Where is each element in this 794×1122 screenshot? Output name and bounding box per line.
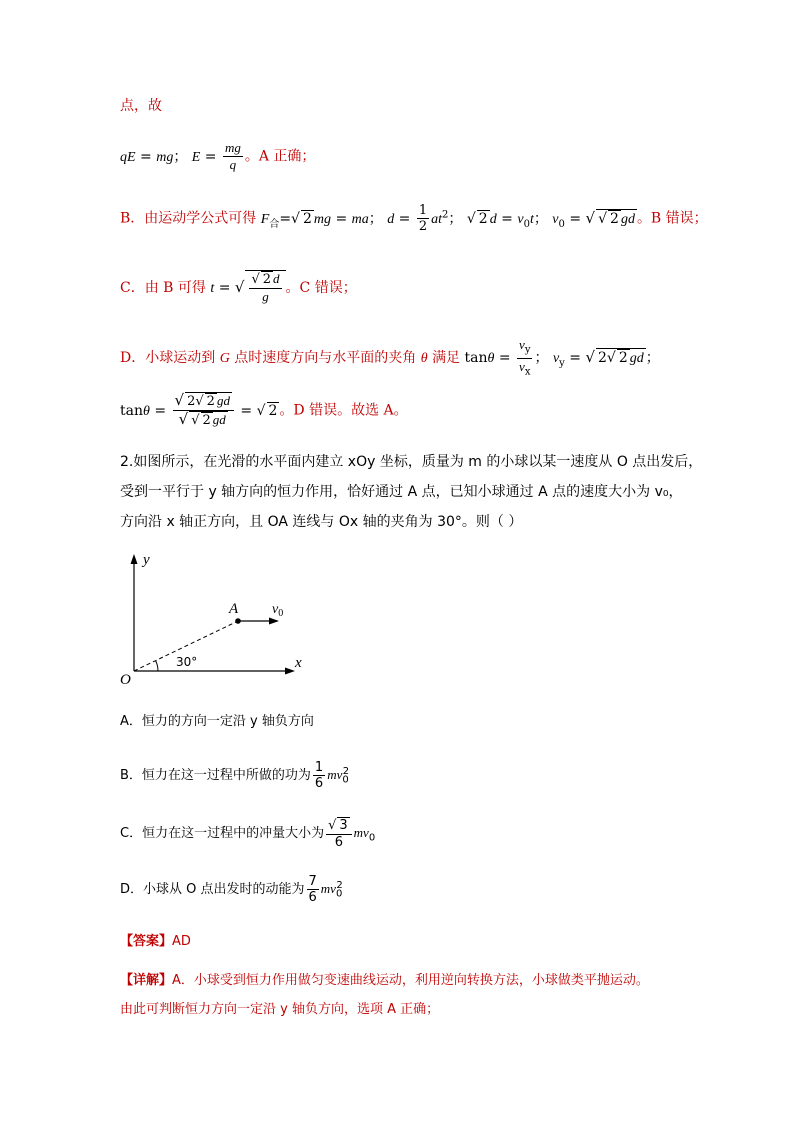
- question-number: 2.: [120, 454, 134, 470]
- formula-force: $F_合=√$ 2 mg = ma； d = $\frac{1}{2}$ $at^2$； √ 2 $d = v_0t$； $v_0$ = √ √ 2 gd: [260, 203, 635, 234]
- question-line-2: [120, 482, 683, 502]
- point-a-label: A: [229, 601, 239, 617]
- detail-text: 由此可判断恒力方向一定沿 y 轴负方向，选项 A 正确；: [120, 1002, 440, 1017]
- option-b-formula: $\frac{1}{6}$: [314, 760, 324, 791]
- formula-tan: tanθ = $\frac{v_y}{v_x}$ ； $v_y$ = √ 2√ 2 gd ；: [464, 337, 660, 378]
- coordinate-figure: [112, 546, 312, 696]
- formula-time: t = √ $\frac{√ 2 d}{g}$: [210, 280, 285, 296]
- option-b-text: B．恒力在这一过程中所做的功为: [120, 768, 311, 783]
- subscript: 合: [269, 218, 280, 230]
- solution-text: 。D 错误。故选 A。: [279, 402, 408, 419]
- solution-text: 。B 错误；: [636, 210, 708, 227]
- x-axis-arrow: [285, 668, 295, 675]
- question-text: 方向沿 x 轴正方向，且 OA 连线与 Ox 轴的夹角为 30°。则（ ）: [120, 514, 523, 530]
- option-b: B．恒力在这一过程中所做的功为 $\frac{1}{6}$ $mv_0^2$: [120, 760, 350, 791]
- solution-line-4: [120, 270, 357, 305]
- answer-line: [120, 932, 191, 952]
- angle-label: 30°: [176, 655, 198, 669]
- answer-tag: 【答案】: [120, 934, 173, 949]
- angle-arc: [156, 661, 158, 671]
- option-a: [120, 712, 314, 732]
- option-c-formula: $\frac{√ 3}{6}$: [326, 817, 352, 850]
- option-c-text: C．恒力在这一过程中的冲量大小为: [120, 826, 325, 841]
- solution-text: D．小球运动到: [120, 350, 216, 367]
- solution-text: 点，故: [120, 98, 162, 114]
- solution-text: B．由运动学公式可得: [120, 210, 257, 227]
- velocity-label: $v_0$: [272, 602, 284, 619]
- option-c: C．恒力在这一过程中的冲量大小为 $\frac{√ 3}{6}$ $mv_0$: [120, 818, 376, 850]
- option-d: D．小球从 O 点出发时的动能为 $\frac{7}{6}$ $mv_0^2$: [120, 874, 343, 905]
- solution-text: 。A 正确；: [244, 148, 316, 165]
- detail-tag: 【详解】: [120, 973, 173, 988]
- question-text: 受到一平行于 y 轴方向的恒力作用，恰好通过 A 点，已知小球通过 A 点的速度大小为 v₀，: [120, 484, 683, 500]
- solution-line-2: [120, 140, 315, 173]
- solution-line-1: [120, 96, 162, 116]
- solution-text: C．由 B 可得: [120, 280, 206, 296]
- solution-text: 点时速度方向与水平面的夹角: [234, 350, 417, 367]
- option-d-text: D．小球从 O 点出发时的动能为: [120, 882, 305, 897]
- x-axis-label: x: [295, 655, 302, 671]
- detail-text: A．小球受到恒力作用做匀变速曲线运动，利用逆向转换方法，小球做类平抛运动。: [172, 973, 649, 988]
- question-line-3: [120, 512, 522, 532]
- question-text: 如图所示，在光滑的水平面内建立 xOy 坐标，质量为 m 的小球以某一速度从 O 点出发后，: [133, 454, 703, 470]
- detail-line-2: [120, 1000, 439, 1020]
- formula-tan-result: tanθ = $\frac{√ 2√ 2 gd}{√ √ 2 gd}$ = √ 2: [120, 391, 278, 428]
- question-line-1: [120, 452, 702, 472]
- theta-symbol: θ: [420, 351, 428, 367]
- point-G: G: [219, 351, 230, 367]
- solution-line-3: [120, 203, 708, 234]
- origin-label: O: [120, 672, 131, 688]
- solution-line-5: [120, 337, 660, 379]
- solution-text: 。C 错误；: [285, 280, 357, 296]
- option-d-formula: $\frac{7}{6}$: [308, 874, 317, 905]
- detail-line-1: [120, 971, 649, 991]
- answer-value: AD: [172, 934, 191, 949]
- solution-text: 满足: [432, 350, 461, 367]
- y-axis-label: y: [143, 552, 150, 568]
- formula-qE: qE = mg； E = $\frac{mg}{q}$: [120, 140, 241, 172]
- option-a-text: A．恒力的方向一定沿 y 轴负方向: [120, 714, 314, 729]
- solution-line-6: [120, 392, 408, 429]
- y-axis-arrow: [131, 554, 138, 564]
